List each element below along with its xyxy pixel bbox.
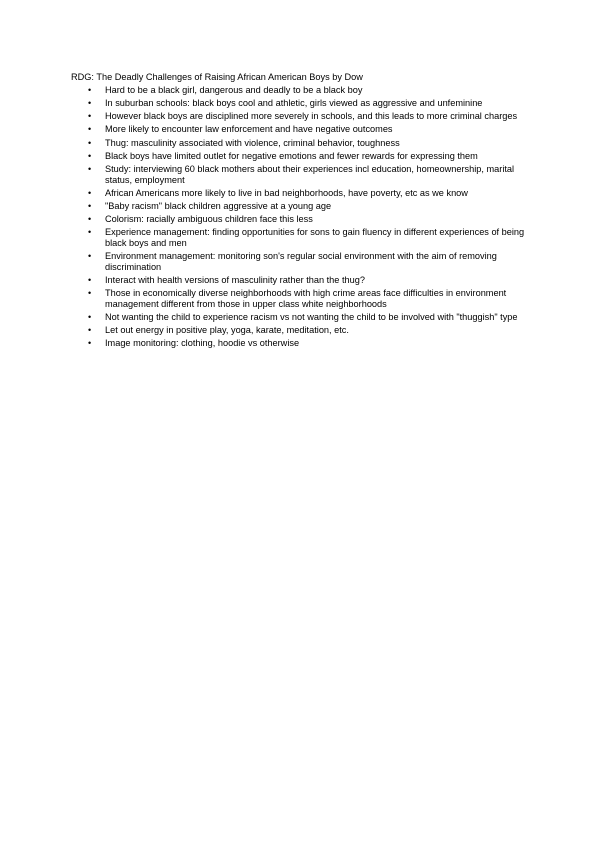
- bullet-item-text: African Americans more likely to live in bad neighborhoods, have poverty, etc as we know: [105, 187, 468, 198]
- bullet-item: [71, 214, 531, 225]
- bullet-dot-icon: •: [88, 137, 92, 148]
- bullet-item: [71, 85, 531, 96]
- document-body: [71, 72, 531, 349]
- bullet-item-text: Study: interviewing 60 black mothers about their experiences incl education, homeownership, marital status, employment: [105, 163, 515, 185]
- bullet-item-text: Those in economically diverse neighborhoods with high crime areas face difficulties in environment management different from those in upper class white neighborhoods: [105, 288, 507, 310]
- bullet-item-text: Black boys have limited outlet for negative emotions and fewer rewards for expressing them: [105, 150, 478, 161]
- bullet-dot-icon: •: [88, 338, 92, 349]
- bullet-dot-icon: •: [88, 187, 92, 198]
- bullet-item: [71, 325, 531, 336]
- bullet-item-text: Colorism: racially ambiguous children face this less: [105, 213, 313, 224]
- bullet-dot-icon: •: [88, 150, 92, 161]
- bullet-dot-icon: •: [88, 312, 92, 323]
- bullet-item: [71, 288, 531, 310]
- bullet-dot-icon: •: [88, 98, 92, 109]
- bullet-dot-icon: •: [88, 200, 92, 211]
- bullet-dot-icon: •: [88, 111, 92, 122]
- bullet-dot-icon: •: [88, 251, 92, 262]
- bullet-item: [71, 124, 531, 135]
- bullet-item-text: Hard to be a black girl, dangerous and deadly to be a black boy: [105, 85, 363, 96]
- bullet-item: [71, 201, 531, 212]
- bullet-item: [71, 338, 531, 349]
- bullet-item: [71, 312, 531, 323]
- bullet-item: [71, 275, 531, 286]
- bullet-item: [71, 188, 531, 199]
- bullet-dot-icon: •: [88, 163, 92, 174]
- bullet-dot-icon: •: [88, 227, 92, 238]
- bullet-item-text: "Baby racism" black children aggressive at a young age: [105, 200, 332, 211]
- bullet-item-text: In suburban schools: black boys cool and athletic, girls viewed as aggressive and unfeminine: [105, 98, 483, 109]
- bullet-item-text: Environment management: monitoring son's regular social environment with the aim of removing discrimination: [105, 251, 497, 272]
- bullet-dot-icon: •: [88, 85, 92, 96]
- bullet-item: [71, 111, 531, 122]
- bullet-item-text: Image monitoring: clothing, hoodie vs otherwise: [105, 338, 300, 349]
- bullet-dot-icon: •: [88, 288, 92, 299]
- bullet-dot-icon: •: [88, 124, 92, 135]
- bullet-dot-icon: •: [88, 325, 92, 336]
- bullet-item: [71, 98, 531, 109]
- bullet-item-text: Experience management: finding opportunities for sons to gain fluency in different experiences of being black boys and men: [105, 227, 525, 248]
- bullet-item-text: However black boys are disciplined more severely in schools, and this leads to more criminal charges: [105, 111, 518, 122]
- document-title: RDG: The Deadly Challenges of Raising African American Boys by Dow: [71, 72, 363, 82]
- bullet-item: [71, 251, 531, 273]
- bullet-item-text: Let out energy in positive play, yoga, karate, meditation, etc.: [105, 325, 349, 336]
- bullet-dot-icon: •: [88, 213, 92, 224]
- bullet-item: [71, 151, 531, 162]
- bullet-item: [71, 164, 531, 186]
- bullet-item-text: Not wanting the child to experience racism vs not wanting the child to be involved with "thuggish" type: [105, 312, 518, 323]
- bullet-item-text: Interact with health versions of masculinity rather than the thug?: [105, 275, 365, 286]
- bullet-dot-icon: •: [88, 275, 92, 286]
- bullet-item: [71, 138, 531, 149]
- bullet-list: [71, 85, 531, 349]
- bullet-item-text: Thug: masculinity associated with violence, criminal behavior, toughness: [105, 137, 400, 148]
- bullet-item: [71, 227, 531, 249]
- bullet-item-text: More likely to encounter law enforcement and have negative outcomes: [105, 124, 393, 135]
